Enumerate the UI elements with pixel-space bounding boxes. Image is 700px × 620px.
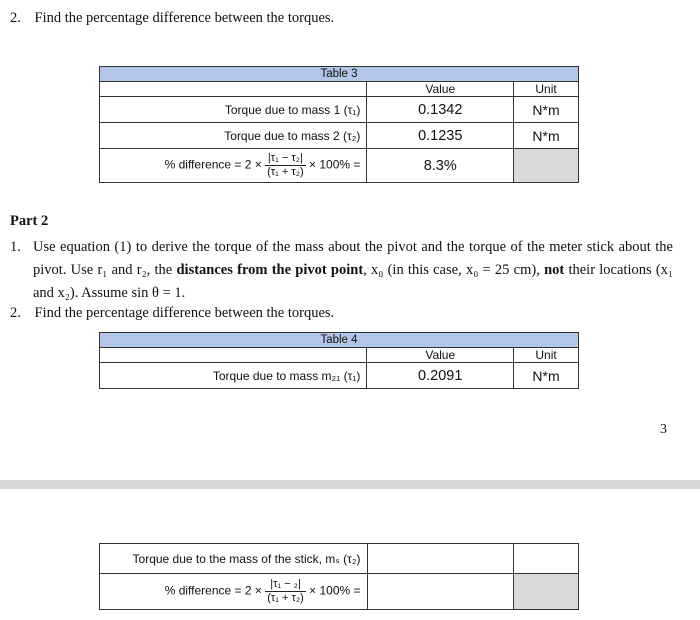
table-3-row2-unit: N*m [514,123,579,149]
table-4-row2-label: Torque due to the mass of the stick, mₛ (τ₂) [100,544,368,574]
table-3-row3-value: 8.3% [367,149,514,183]
formula-numerator: |τ₁ − τ₂| [265,152,306,166]
table-4-percent-difference-formula [100,574,368,610]
table-4-header-unit: Unit [514,348,579,363]
question-number: 2. [10,10,21,26]
page-number: 3 [660,422,667,437]
formula-prefix: % difference = 2 × [164,583,262,598]
table-4-row1-value: 0.2091 [367,363,514,389]
table-4-header-blank [100,348,367,363]
part-2-q1-number: 1. [10,239,21,255]
table-4-row2-value-empty[interactable] [367,544,514,574]
table-4-title: Table 4 [100,333,579,348]
q1-text-a: Use equation (1) to derive the torque of the mass about the pivot and the torque of the meter stick about the pivot. Use r₁ and r₂, the [33,239,673,278]
table-3-row3-unit-empty [514,149,579,183]
table-3-row1-value: 0.1342 [367,97,514,123]
table-4-header-value: Value [367,348,514,363]
q1-bold-distances: distances from the pivot point [176,262,364,278]
table-3-title: Table 3 [100,67,579,82]
part-2-heading: Part 2 [10,213,49,229]
table-4-continued [99,543,579,610]
table-4-row1-label: Torque due to mass m₂₁ (τ₁) [100,363,367,389]
formula-suffix: × 100% = [309,157,361,172]
page-divider [0,480,700,489]
table-3-row2-value: 0.1235 [367,123,514,149]
table-3-header-blank [100,82,367,97]
q1-text-b: , x₀ (in this case, x₀ = 25 cm), [363,262,545,278]
part-2-q1-text [33,236,673,305]
question-number: 2. [10,305,21,321]
table-3-percent-difference-formula [100,149,367,183]
question-text: Find the percentage difference between the torques. [34,10,335,26]
table-4-row2-unit-empty[interactable] [514,544,579,574]
table-4-row3-unit-empty [514,574,579,610]
question-2-top [10,10,334,27]
table-3 [99,66,579,183]
table-4-row1-unit: N*m [514,363,579,389]
formula-denominator: (τ₁ + τ₂) [267,592,304,604]
q1-bold-not: not [544,262,565,278]
formula-numerator: |τ₁ − ₂| [265,578,306,592]
table-4 [99,332,579,389]
table-3-header-unit: Unit [514,82,579,97]
formula-denominator: (τ₁ + τ₂) [267,166,304,178]
table-3-header-value: Value [367,82,514,97]
formula-suffix: × 100% = [309,583,361,598]
table-4-row3-value-empty[interactable] [367,574,514,610]
table-3-row2-label: Torque due to mass 2 (τ₂) [100,123,367,149]
formula-fraction [265,578,306,605]
table-3-row1-label: Torque due to mass 1 (τ₁) [100,97,367,123]
formula-fraction [265,152,306,179]
formula-prefix: % difference = 2 × [164,157,262,172]
question-text: Find the percentage difference between the torques. [34,305,335,321]
part-2-question-2 [10,305,334,322]
table-3-row1-unit: N*m [514,97,579,123]
q1-text-c: their locations (x₁ and x₂). Assume sin θ = 1. [33,262,673,301]
